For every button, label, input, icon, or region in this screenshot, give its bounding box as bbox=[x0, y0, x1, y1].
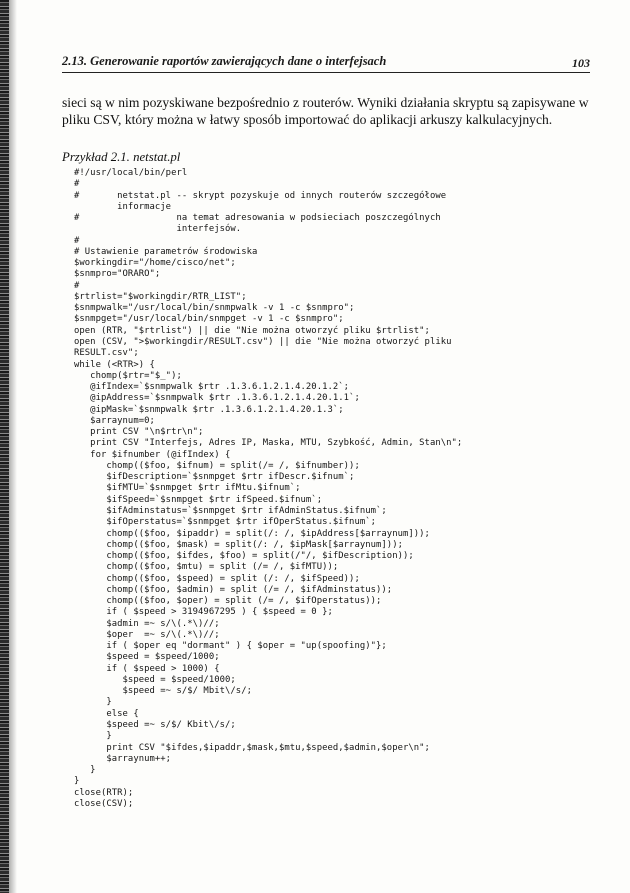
code-line: # na temat adresowania w podsieciach poszczególnych bbox=[74, 213, 441, 224]
code-line: @ifIndex=`$snmpwalk $rtr .1.3.6.1.2.1.4.20.1.2`; bbox=[74, 382, 350, 393]
code-line: informacje bbox=[74, 201, 172, 212]
code-line: } bbox=[74, 731, 112, 742]
code-line: chomp($rtr="$_"); bbox=[74, 370, 182, 381]
code-line: $snmpro="ORARO"; bbox=[74, 269, 161, 280]
code-line: open (CSV, ">$workingdir/RESULT.csv") || die "Nie można otworzyć pliku bbox=[74, 336, 452, 347]
code-line: $workingdir="/home/cisco/net"; bbox=[74, 258, 236, 269]
code-line: RESULT.csv"; bbox=[74, 348, 139, 359]
code-line: $rtrlist="$workingdir/RTR_LIST"; bbox=[74, 291, 247, 302]
code-line: $ifSpeed=`$snmpget $rtr ifSpeed.$ifnum`; bbox=[74, 494, 323, 505]
code-line: print CSV "Interfejs, Adres IP, Maska, MTU, Szybkość, Admin, Stan\n"; bbox=[74, 438, 463, 449]
code-line: $snmpwalk="/usr/local/bin/snmpwalk -v 1 -c $snmpro"; bbox=[74, 303, 355, 314]
code-line: close(CSV); bbox=[74, 798, 134, 809]
code-line: $speed = $speed/1000; bbox=[74, 674, 236, 685]
code-line: # netstat.pl -- skrypt pozyskuje od innych routerów szczegółowe bbox=[74, 190, 447, 201]
page-number: 103 bbox=[572, 56, 590, 70]
code-line: close(RTR); bbox=[74, 787, 134, 798]
code-line: while (<RTR>) { bbox=[74, 359, 155, 370]
code-line: chomp(($foo, $mask) = split(/: /, $ipMask[$arraynum])); bbox=[74, 539, 403, 550]
code-line: } bbox=[74, 697, 112, 708]
code-line: chomp(($foo, $ipaddr) = split(/: /, $ipAddress[$arraynum])); bbox=[74, 528, 430, 539]
code-line: chomp(($foo, $ifnum) = split(/= /, $ifnumber)); bbox=[74, 460, 360, 471]
code-line: else { bbox=[74, 708, 139, 719]
code-line: @ipMask=`$snmpwalk $rtr .1.3.6.1.2.1.4.20.1.3`; bbox=[74, 404, 344, 415]
code-line: $speed =~ s/$/ Kbit\/s/; bbox=[74, 720, 236, 731]
binding-edge bbox=[0, 0, 9, 893]
code-line: print CSV "$ifdes,$ipaddr,$mask,$mtu,$speed,$admin,$oper\n"; bbox=[74, 742, 430, 753]
code-line: # bbox=[74, 179, 80, 190]
code-line: $oper =~ s/\(.*\)//; bbox=[74, 629, 220, 640]
code-line: interfejsów. bbox=[74, 224, 242, 235]
code-line: } bbox=[74, 765, 96, 776]
code-line: $arraynum++; bbox=[74, 753, 172, 764]
code-line: chomp(($foo, $admin) = split (/= /, $ifAdminstatus)); bbox=[74, 584, 393, 595]
code-line: chomp(($foo, $speed) = split (/: /, $ifSpeed)); bbox=[74, 573, 360, 584]
code-line: $ifMTU=`$snmpget $rtr ifMtu.$ifnum`; bbox=[74, 483, 301, 494]
code-line: if ( $speed > 3194967295 ) { $speed = 0 }; bbox=[74, 607, 333, 618]
code-listing bbox=[74, 168, 604, 810]
section-title: 2.13. Generowanie raportów zawierających dane o interfejsach bbox=[62, 54, 387, 68]
code-line: @ipAddress=`$snmpwalk $rtr .1.3.6.1.2.1.4.20.1.1`; bbox=[74, 393, 360, 404]
example-caption: Przykład 2.1. netstat.pl bbox=[62, 150, 181, 164]
code-line: #!/usr/local/bin/perl bbox=[74, 168, 188, 178]
code-line: chomp(($foo, $oper) = split (/= /, $ifOperstatus)); bbox=[74, 596, 382, 607]
code-line: chomp(($foo, $mtu) = split (/= /, $ifMTU)); bbox=[74, 562, 339, 573]
code-line: $speed = $speed/1000; bbox=[74, 652, 220, 663]
code-line: if ( $oper eq "dormant" ) { $oper = "up(spoofing)"}; bbox=[74, 641, 387, 652]
code-line: $ifDescription=`$snmpget $rtr ifDescr.$ifnum`; bbox=[74, 472, 355, 483]
binding-shadow bbox=[9, 0, 17, 893]
code-line: } bbox=[74, 776, 80, 787]
intro-paragraph: sieci są w nim pozyskiwane bezpośrednio z routerów. Wyniki działania skryptu są zapisywane w pliku CSV, który można w łatwy sposób importować do aplikacji arkuszy kalkulacyjnych. bbox=[62, 95, 589, 127]
code-line: $speed =~ s/$/ Mbit\/s/; bbox=[74, 686, 252, 697]
code-line: $ifAdminstatus=`$snmpget $rtr ifAdminStatus.$ifnum`; bbox=[74, 505, 387, 516]
code-line: # Ustawienie parametrów środowiska bbox=[74, 246, 258, 257]
code-line: $ifOperstatus=`$snmpget $rtr ifOperStatus.$ifnum`; bbox=[74, 517, 377, 528]
code-line: for $ifnumber (@ifIndex) { bbox=[74, 449, 231, 460]
code-line: $admin =~ s/\(.*\)//; bbox=[74, 618, 220, 629]
running-header bbox=[62, 50, 590, 73]
code-line: open (RTR, "$rtrlist") || die "Nie można otworzyć pliku $rtrlist"; bbox=[74, 325, 430, 336]
code-line: if ( $speed > 1000) { bbox=[74, 663, 220, 674]
code-line: chomp(($foo, $ifdes, $foo) = split(/"/, $ifDescription)); bbox=[74, 551, 414, 562]
code-line: $snmpget="/usr/local/bin/snmpget -v 1 -c $snmpro"; bbox=[74, 314, 344, 325]
code-line: $arraynum=0; bbox=[74, 415, 155, 426]
code-line: # bbox=[74, 280, 80, 291]
code-line: print CSV "\n$rtr\n"; bbox=[74, 427, 204, 438]
code-line: # bbox=[74, 235, 80, 246]
